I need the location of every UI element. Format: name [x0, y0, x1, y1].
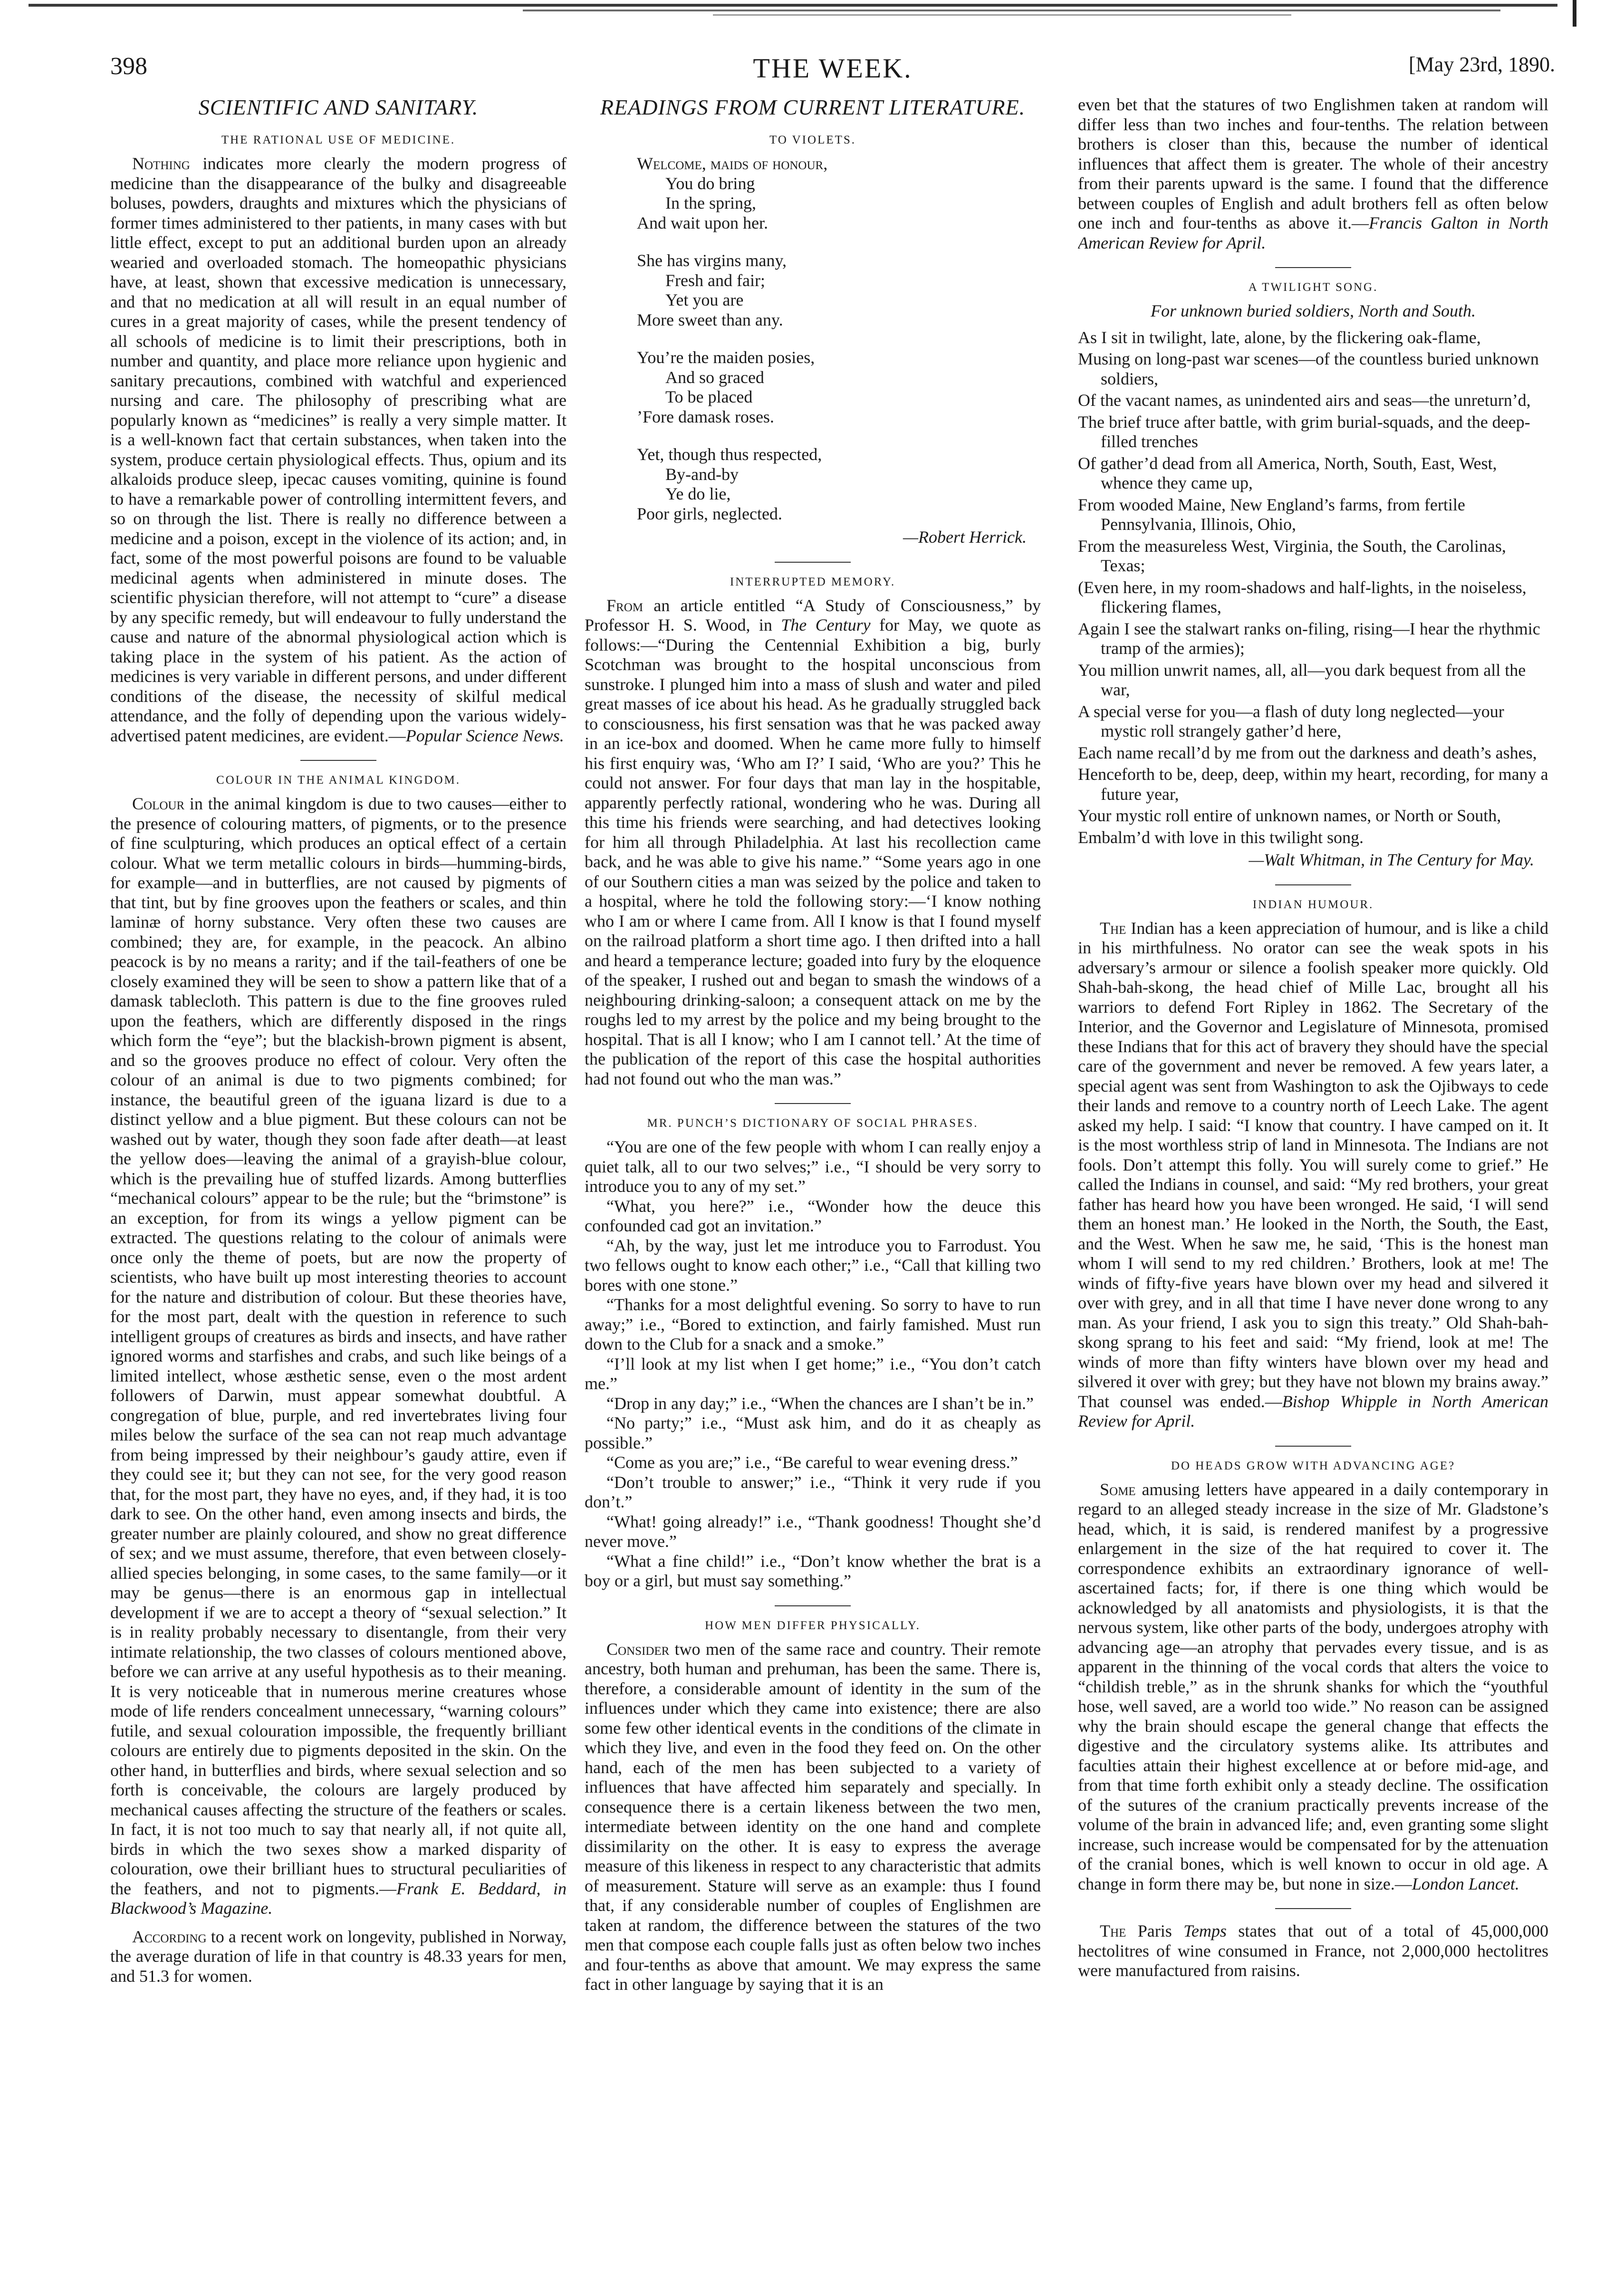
- article-source: Frank E. Beddard, in Blackwood’s Magazine.: [110, 1879, 567, 1918]
- column-left: [110, 95, 567, 2262]
- article-body: Consider two men of the same race and country. Their remote ancestry, both human and prehuman, has been the same. There is, therefore, a considerable amount of identity in the sum of the influences under which they came into existence; there are also some few other identical events in the conditions of the climate in which they live, and even in the food they feed on. On the other hand, each of the men has been subjected to a variety of influences that have affected him separately and specially. In consequence there is a certain likeness between the two men, intermediate between identity on the one hand and complete dissimilarity on the other. It is easy to express the average measure of this likeness in respect to any characteristic that admits of measurement. Stature will serve as an example: thus I found that, if any considerable number of couples of Englishmen are taken at random, the difference between the statures of the two men that compose each couple falls just as often below two inches and four-tenths as above that amount. We may express the same fact in other language by saying that it is an: [585, 1639, 1041, 1994]
- article-heading: DO HEADS GROW WITH ADVANCING AGE?: [1171, 1459, 1456, 1472]
- article-heading: MR. PUNCH’S DICTIONARY OF SOCIAL PHRASES.: [647, 1117, 979, 1130]
- article-heading: INDIAN HUMOUR.: [1252, 898, 1374, 911]
- article-body: The Indian has a keen appreciation of humour, and is like a child in his mirthfulness. No orator can see the weak spots in his adversary’s armour or silence a foolish speaker more quickly. Old Shah-bah-skong, the head chief of Mille Lac, brought all his warriors to defend Fort Ripley in 1862. The Secretary of the Interior, and the Governor and Legislature of Minnesota, promised these Indians that for this act of bravery they should have the special care of the government and never be removed. A few years later, a special agent was sent from Washington to ask the Ojibways to cede their lands and remove to a country north of Leech Lake. The agent asked my help. I said: “I know that country. I have camped on it. It is the most worthless strip of land in Minnesota. The Indians are not fools. Don’t attempt this folly. You will surely come to grief.” He called the Indians in counsel, and said: “My red brothers, your great father has heard how you have been wronged. He said, ‘I will send them an honest man.’ He looked in the North, the South, the East, and the West. When he saw me, he said, ‘This is the honest man whom I will send to my red children.’ Brothers, look at me! The winds of fifty-five years have blown over my head and silvered it over with grey, and in all that time I have never done wrong to any man. As your friend, I ask you to sign this treaty.” Old Shah-bah-skong sprang to his feet and said: “My friend, look at me! The winds of more than fifty winters have blown over my head and silvered it over with grey; but they have not blown my brains away.” That counsel was ended.—Bishop Whipple in North American Review for April.: [1078, 918, 1548, 1430]
- phrase-entry: “Come as you are;” i.e., “Be careful to wear evening dress.”: [606, 1453, 1018, 1472]
- poem-stanza: She has virgins many, Fresh and fair; Yet you are More sweet than any.: [637, 251, 787, 329]
- poem-stanza: Yet, though thus respected, By-and-by Ye do lie, Poor girls, neglected.: [637, 445, 822, 523]
- scan-top-edge: [0, 0, 1624, 27]
- poem-heading: A TWILIGHT SONG.: [1248, 281, 1378, 294]
- phrase-entry: “Thanks for a most delightful evening. So sorry to have to run away;” i.e., “Bored to extinction, and fairly famished. Must run down to the Club for a snack and a smoke.”: [585, 1295, 1041, 1353]
- poem-dedication: For unknown buried soldiers, North and South.: [1150, 301, 1476, 320]
- phrase-entry: “What, you here?” i.e., “Wonder how the deuce this confounded cad got an invitation.”: [585, 1196, 1041, 1235]
- article-body: The Paris Temps states that out of a total of 45,000,000 hectolitres of wine consumed in France, not 2,000,000 hectolitres were manufactured from raisins.: [1078, 1921, 1548, 1980]
- phrase-entry: “Ah, by the way, just let me introduce you to Farrodust. You two fellows ought to know each other;” i.e., “Call that killing two bores with one stone.”: [585, 1236, 1041, 1295]
- page-header: [110, 52, 1555, 90]
- article-heading: COLOUR IN THE ANIMAL KINGDOM.: [216, 774, 461, 787]
- phrase-entry: “Don’t trouble to answer;” i.e., “Think it very rude if you don’t.”: [585, 1472, 1041, 1511]
- poem-author: —Walt Whitman, in The Century for May.: [1249, 850, 1534, 869]
- department-heading: READINGS FROM CURRENT LITERATURE.: [600, 95, 1026, 119]
- poem-stanza: Welcome, maids of honour, You do bring In the spring, And wait upon her.: [637, 154, 828, 232]
- article-heading: INTERRUPTED MEMORY.: [730, 575, 896, 588]
- article-body-continued: even bet that the statures of two Englishmen taken at random will differ less than two inches and four-tenths. The relation between brothers is closer than this, because the number of identical influences that affect them is greater. The whole of their ancestry from their parents upward is the same. I found that the difference between couples of English and adult brothers fell as often below one inch and four-tenths as above it.—Francis Galton in North American Review for April.: [1078, 95, 1548, 252]
- phrase-entry: “Drop in any day;” i.e., “When the chances are I shan’t be in.”: [606, 1393, 1034, 1413]
- poem-body: As I sit in twilight, late, alone, by the flickering oak-flame, Musing on long-past war scenes—of the countless buried unknown soldiers, Of the vacant names, as unindented airs and seas—the unreturn’d, The brief truce after battle, with grim burial-squads, and the deep-filled trenches Of gather’d dead from all America, North, South, East, West, whence they came up, From wooded Maine, New England’s farms, from fertile Pennsylvania, Illinois, Ohio, From the measureless West, Virginia, the South, the Carolinas, Texas; (Even here, in my room-shadows and half-lights, in the noiseless, flickering flames, Again I see the stalwart ranks on-filing, rising—I hear the rhythmic tramp of the armies); You million unwrit names, all, all—you dark bequest from all the war, A special verse for you—a flash of duty long neglected—your mystic roll strangely gather’d here, Each name recall’d by me from out the darkness and death’s ashes, Henceforth to be, deep, deep, within my heart, recording, for many a future year, Your mystic roll entire of unknown names, or North or South, Embalm’d with love in this twilight song.: [1078, 327, 1548, 847]
- phrase-entry: “What! going already!” i.e., “Thank goodness! Thought she’d never move.”: [585, 1512, 1041, 1551]
- section-divider: [1275, 884, 1351, 885]
- section-divider: [775, 1103, 851, 1104]
- article-heading: HOW MEN DIFFER PHYSICALLY.: [705, 1619, 921, 1632]
- section-divider: [1275, 267, 1351, 268]
- phrase-entry: “You are one of the few people with whom I can really enjoy a quiet talk, all to our two selves;” i.e., “I should be very sorry to introduce you to any of my set.”: [585, 1137, 1041, 1196]
- section-divider: [1275, 1446, 1351, 1447]
- article-heading: THE RATIONAL USE OF MEDICINE.: [221, 134, 456, 146]
- article-source: London Lancet.: [1412, 1874, 1519, 1893]
- poem-author: —Robert Herrick.: [903, 528, 1027, 547]
- phrase-list: [585, 1137, 1041, 1591]
- article-body: Colour in the animal kingdom is due to two causes—either to the presence of colouring matters, of pigments, or to the presence of fine sculpturing, which produces an optical effect of a certain colour. What we term metallic colours in birds—humming-birds, for example—and in butterflies, are not caused by pigments of that tint, but by fine grooves upon the feathers or scales, and thin laminæ of horny substance. Very often these two causes are combined; they are, for example, in the peacock. An albino peacock is by no means a rarity; and if the tail-feathers of one be closely examined they will be seen to show a pattern like that of a damask tablecloth. This pattern is due to the fine grooves ruled upon the feathers, which are differently disposed in the rings which form the “eye”; but the blackish-brown pigment is absent, and so the grooves produce no effect of colour. Very often the colour of an animal is due to two pigments combined; for instance, the beautiful green of the iguana lizard is due to a distinct yellow and a blue pigment. But these colours can not be washed out by water, though they soon fade after death—at least the yellow does—leaving the animal of a grayish-blue colour, which is the prevailing hue of stuffed lizards. Among butterflies “mechanical colours” appear to be the rule; but the “brimstone” is an exception, for from its wings a yellow pigment can be extracted. The questions relating to the colour of animals were once only the theme of poets, but are now the property of scientists, who have built up most interesting theories to account for the nature and distribution of colour. But these theories have, for the most part, dealt with the question in reference to such intelligent groups of creatures as birds and insects, and have rather ignored worms and starfishes and crabs, and such like beings of a limited intellect, whose æsthetic sense, even o the most ardent followers of Darwin, must appear somewhat doubtful. A congregation of blue, purple, and red invertebrates living four miles below the surface of the sea can not reap much advantage from being impressed by their neighbour’s gaudy attire, even if they could see it; but they can not see, for the very good reason that, for the most part, they have no eyes, and, if they had, it is too dark to see. On the other hand, even among insects and birds, the greater number are plainly coloured, and show no great difference of sex; and we must assume, therefore, that even between closely-allied species belonging, in some cases, to the same family—or it may be genus—there is an enormous gap in intellectual development if we are to accept a theory of “sexual selection.” It is in reality probably necessary to disentangle, from their very intimate relationship, the two classes of colours mentioned above, before we can arrive at any useful hypothesis as to their meaning. It is very noticeable that in numerous merine creatures whose mode of life renders concealment unnecessary, “warning colours” futile, and sexual colouration impossible, the frequently brilliant colours are entirely due to pigments deposited in the skin. On the other hand, in butterflies and birds, where sexual selection and so forth is conceivable, the colours are largely produced by mechanical causes affecting the structure of the feathers or scales. In fact, it is not too much to say that nearly all, if not quite all, birds in which the two sexes show a marked disparity of colouration, owe their brilliant hues to structural peculiarities of the feathers, and not to pigments.—Frank E. Beddard, in Blackwood’s Magazine.: [110, 794, 567, 1918]
- section-divider: [775, 562, 851, 563]
- periodical-title: THE WEEK.: [753, 53, 913, 84]
- phrase-entry: “What a fine child!” i.e., “Don’t know whether the brat is a boy or a girl, but must say something.”: [585, 1551, 1041, 1590]
- poem-heading: TO VIOLETS.: [769, 134, 856, 146]
- column-middle: [585, 95, 1041, 2262]
- issue-date: [May 23rd, 1890.: [1409, 53, 1555, 76]
- section-divider: [775, 1605, 851, 1606]
- article-body: Nothing indicates more clearly the modern progress of medicine than the disappearance of the bulky and disagreeable boluses, powders, draughts and mixtures which the physicians of former times administered to ther patients, in many cases with but little effect, except to put an additional burden upon an already wearied and overloaded stomach. The homeopathic physicians have, at least, shown that excessive medication is unnecessary, and that no medication at all will result in an equal number of cures in a great majority of cases, while the present tendency of all schools of medicine is to limit their prescriptions, both in number and quantity, and place more reliance upon hygienic and sanitary precautions, combined with watchful and experienced nursing and care. The philosophy of prescribing what are popularly known as “medicines” is really a very simple matter. It is a well-known fact that certain substances, when taken into the system, produce certain physiological effects. Thus, opium and its alkaloids produce sleep, ipecac causes vomiting, quinine is found to have a remarkable power of controlling intermittent fevers, and so on through the list. There is really no difference between a medicine and a poison, except in the violence of its action; and, in fact, some of the most powerful poisons are found to be valuable medicinal agents when administered in minute doses. The scientific physician therefore, will not attempt to “cure” a disease by any specific remedy, but will endeavour to fully understand the cause and nature of the abnormal physiological action which is taking place in the system of his patient. As the action of medicines is very variable in different persons, and under different conditions of the disease, the necessity of skilful medical attendance, and the folly of depending upon the various widely-advertised patent medicines, are evident.—Popular Science News.: [110, 154, 567, 745]
- article-source: Francis Galton in North American Review for April.: [1078, 213, 1548, 252]
- article-source: Bishop Whipple in North American Review for April.: [1078, 1392, 1548, 1430]
- article-source: Popular Science News.: [405, 726, 564, 745]
- page-number: 398: [110, 53, 147, 80]
- column-right: [1078, 95, 1548, 2262]
- section-divider: [1275, 1908, 1351, 1909]
- article-body: From an article entitled “A Study of Consciousness,” by Professor H. S. Wood, in The Century for May, we quote as follows:—“During the Centennial Exhibition a big, burly Scotchman was brought to the hospital unconscious from sunstroke. I plunged him into a mass of slush and water and piled great masses of ice about his head. As he gradually struggled back to consciousness, his first sensation was that he was packed away in an ice-box and doomed. When he came more fully to himself his first enquiry was, ‘Who am I?’ I said, ‘Who are you?’ This he could not answer. For four days that man lay in the hospitable, apparently perfectly rational, wondering who he was. During all this time his friends were searching, and had detectives looking for him all through Philadelphia. At last his recollection came back, and he was able to give his name.” “Some years ago in one of our Southern cities a man was seized by the police and taken to a hospital, where he told the following story:—‘I know nothing who I am or where I came from. All I know is that I found myself on the railroad platform a short time ago. I then drifted into a hall and heard a temperance lecture; goaded into fury by the eloquence of the speaker, I rushed out and began to smash the windows of a neighbouring drinking-saloon; a consequent attack on me by the roughs led to my arrest by the police and my being brought to the hospital. That is all I know; who I am I cannot tell.’ At the time of the publication of the report of this case the hospital authorities had not found out who the man was.”: [585, 595, 1041, 1088]
- phrase-entry: “No party;” i.e., “Must ask him, and do it as cheaply as possible.”: [585, 1413, 1041, 1452]
- article-body: Some amusing letters have appeared in a daily contemporary in regard to an alleged steady increase in the size of Mr. Gladstone’s head, which, it is said, is rendered manifest by a progressive enlargement in the size of the hat required to cover it. The correspondence exhibits an extraordinary ignorance of well-ascertained facts; for, if there is one thing which would be acknowledged by all anatomists and physiologists, it is that the nervous system, like other parts of the body, undergoes atrophy with advancing age—an atrophy that pervades every tissue, and is as apparent in the thinning of the vocal cords that alters the voice to “childish treble,” as in the shrunk shanks for which the “youthful hose, well saved, are a world too wide.” No reason can be assigned why the brain should escape the general change that effects the digestive and the circulatory systems alike. Its attributes and faculties attain their highest excellence at or before mid-age, and from that time forth exhibit only a steady decline. The ossification of the sutures of the cranium practically prevents increase of the volume of the brain in advanced life; and, even granting some slight increase, such increase would be compensated for by the attenuation of the cranial bones, which is well known to occur in old age. A change in form there may be, but none in size.—London Lancet.: [1078, 1479, 1548, 1893]
- article-body: According to a recent work on longevity, published in Norway, the average duration of life in that country is 48.33 years for men, and 51.3 for women.: [110, 1927, 567, 1986]
- department-heading: SCIENTIFIC AND SANITARY.: [198, 95, 479, 119]
- section-divider: [300, 760, 376, 761]
- phrase-entry: “I’ll look at my list when I get home;” i.e., “You don’t catch me.”: [585, 1354, 1041, 1393]
- page-corner-mark: [1573, 0, 1605, 27]
- poem-stanza: You’re the maiden posies, And so graced To be placed ’Fore damask roses.: [637, 348, 815, 426]
